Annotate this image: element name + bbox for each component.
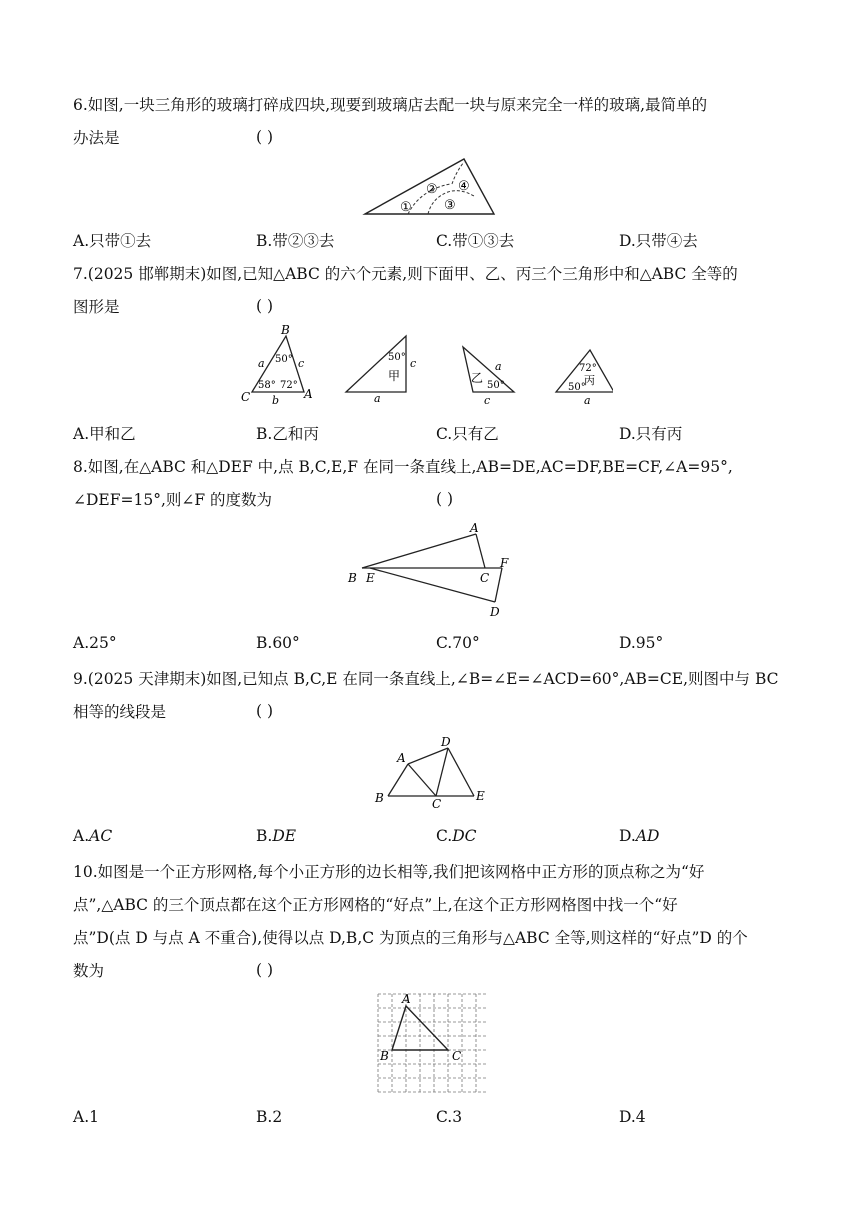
q9-option-c: C.DC xyxy=(436,827,477,845)
q6-stem-line2: 办法是 xyxy=(73,129,120,147)
triangle-abc xyxy=(241,323,313,407)
q7-option-d: D.只有丙 xyxy=(619,425,683,443)
svg-text:E: E xyxy=(476,789,485,803)
q10-answer-blank: ( ) xyxy=(256,961,274,979)
svg-text:72°: 72° xyxy=(280,380,298,391)
svg-text:B: B xyxy=(348,571,357,585)
triangle-jia xyxy=(346,336,416,405)
q7-stem-line1: 7.(2025 邯郸期末)如图,已知△ABC 的六个元素,则下面甲、乙、丙三个三角形中和△ABC 全等的 xyxy=(73,265,738,283)
svg-text:丙: 丙 xyxy=(584,374,595,387)
triangle-bing xyxy=(556,350,613,407)
q7-answer-blank: ( ) xyxy=(256,297,274,315)
svg-text:b: b xyxy=(272,394,280,407)
q10-stem-line1: 10.如图是一个正方形网格,每个小正方形的边长相等,我们把该网格中正方形的顶点称之为“好 xyxy=(73,863,705,881)
q7-stem-line2: 图形是 xyxy=(73,298,120,316)
q8-option-b: B.60° xyxy=(256,634,300,652)
q10-stem-line4: 数为 xyxy=(73,962,105,980)
svg-text:50°: 50° xyxy=(568,382,586,393)
svg-text:C: C xyxy=(432,797,442,810)
q8-option-d: D.95° xyxy=(619,634,664,652)
q6-option-c: C.带①③去 xyxy=(436,232,515,250)
piece-4-label: ④ xyxy=(458,179,470,194)
q9-stem-line2: 相等的线段是 xyxy=(73,703,167,721)
svg-text:c: c xyxy=(484,394,491,407)
svg-text:50°: 50° xyxy=(275,354,293,365)
q8-answer-blank: ( ) xyxy=(436,490,454,508)
svg-text:B: B xyxy=(281,323,290,337)
svg-text:C: C xyxy=(480,571,490,585)
svg-text:a: a xyxy=(495,360,502,373)
q9-option-a: A.AC xyxy=(73,827,113,845)
piece-2-label: ② xyxy=(426,182,438,197)
svg-text:A: A xyxy=(402,992,411,1006)
q10-option-a: A.1 xyxy=(73,1108,99,1126)
svg-text:C: C xyxy=(241,390,251,404)
svg-text:乙: 乙 xyxy=(471,371,484,385)
piece-3-label: ③ xyxy=(444,198,456,213)
q9-answer-blank: ( ) xyxy=(256,702,274,720)
svg-text:E: E xyxy=(366,571,375,585)
svg-text:D: D xyxy=(441,735,451,749)
q8-stem-line1: 8.如图,在△ABC 和△DEF 中,点 B,C,E,F 在同一条直线上,AB=DE,AC=DF,BE=CF,∠A=95°, xyxy=(73,458,733,476)
svg-text:C: C xyxy=(452,1049,462,1063)
svg-text:B: B xyxy=(375,791,384,805)
q9-option-b: B.DE xyxy=(256,827,297,845)
q7-option-a: A.甲和乙 xyxy=(73,425,136,443)
svg-text:D: D xyxy=(490,605,500,619)
svg-text:a: a xyxy=(374,392,381,405)
q9-option-d: D.AD xyxy=(619,827,660,845)
q7-triangles-figure xyxy=(238,322,613,410)
svg-text:50°: 50° xyxy=(487,380,505,391)
q6-option-b: B.带②③去 xyxy=(256,232,335,250)
svg-text:A: A xyxy=(397,751,406,765)
q10-grid-figure xyxy=(372,992,488,1096)
svg-text:A: A xyxy=(470,521,479,535)
q6-option-a: A.只带①去 xyxy=(73,232,152,250)
q9-stem-line1: 9.(2025 天津期末)如图,已知点 B,C,E 在同一条直线上,∠B=∠E=∠ACD=60°,AB=CE,则图中与 BC xyxy=(73,670,779,688)
triangle-yi xyxy=(463,347,514,407)
svg-text:50°: 50° xyxy=(388,352,406,363)
svg-text:a: a xyxy=(584,394,591,407)
q8-stem-line2: ∠DEF=15°,则∠F 的度数为 xyxy=(73,491,273,509)
svg-text:c: c xyxy=(410,357,417,370)
q8-triangles-figure xyxy=(340,520,520,620)
q6-stem-line1: 6.如图,一块三角形的玻璃打碎成四块,现要到玻璃店去配一块与原来完全一样的玻璃,最简单的 xyxy=(73,96,708,114)
svg-text:A: A xyxy=(304,387,313,401)
svg-text:甲: 甲 xyxy=(388,369,401,383)
svg-text:72°: 72° xyxy=(579,363,597,374)
q10-option-b: B.2 xyxy=(256,1108,283,1126)
q6-broken-glass-figure xyxy=(360,156,500,218)
q10-stem-line2: 点”,△ABC 的三个顶点都在这个正方形网格的“好点”上,在这个正方形网格图中找一个“好 xyxy=(73,896,678,914)
q7-option-c: C.只有乙 xyxy=(436,425,499,443)
svg-text:B: B xyxy=(380,1049,389,1063)
svg-text:58°: 58° xyxy=(258,380,276,391)
q9-triangles-figure xyxy=(368,734,493,810)
q6-option-d: D.只带④去 xyxy=(619,232,698,250)
q8-option-c: C.70° xyxy=(436,634,480,652)
q10-option-c: C.3 xyxy=(436,1108,463,1126)
q10-stem-line3: 点”D(点 D 与点 A 不重合),使得以点 D,B,C 为顶点的三角形与△ABC 全等,则这样的“好点”D 的个 xyxy=(73,929,748,947)
q8-option-a: A.25° xyxy=(73,634,117,652)
q6-answer-blank: ( ) xyxy=(256,128,274,146)
piece-1-label: ① xyxy=(400,200,412,215)
svg-text:a: a xyxy=(258,357,265,370)
q10-option-d: D.4 xyxy=(619,1108,646,1126)
svg-text:F: F xyxy=(500,556,509,570)
q7-option-b: B.乙和丙 xyxy=(256,425,319,443)
svg-text:c: c xyxy=(298,357,305,370)
